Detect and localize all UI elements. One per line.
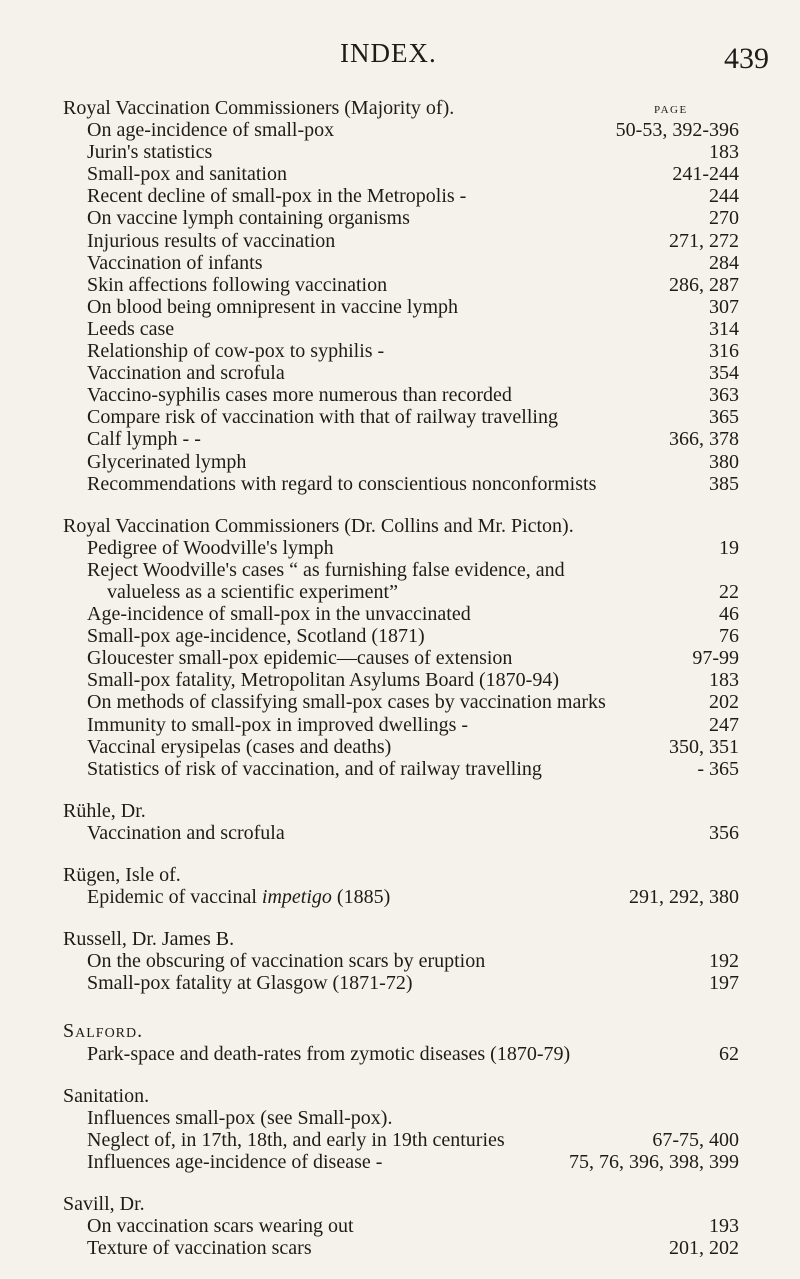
sub-entry [87, 736, 739, 758]
page-references: 314 [709, 317, 739, 340]
page-references: 244 [709, 185, 739, 208]
sub-entry [87, 886, 739, 908]
page-references: 316 [709, 340, 739, 363]
page-references: 286, 287 [669, 273, 739, 296]
page-references: 380 [709, 450, 739, 473]
sub-entry [87, 625, 739, 647]
sub-entry [87, 141, 739, 163]
sub-entry [87, 340, 739, 362]
sub-entry [87, 822, 739, 844]
sub-entry [87, 647, 739, 669]
sub-entry [87, 296, 739, 318]
sub-entry-text: Pedigree of Woodville's lymph [87, 536, 334, 559]
sub-entry [87, 1151, 739, 1173]
sub-entry [87, 1215, 739, 1237]
index-entries [0, 97, 800, 1279]
page-references: 363 [709, 384, 739, 407]
sub-entry-text: Vaccination and scrofula [87, 821, 285, 844]
page-references: 247 [709, 713, 739, 736]
entry-heading: Rühle, Dr. [63, 799, 146, 822]
sub-entry [87, 473, 739, 495]
page-references: 284 [709, 251, 739, 274]
sub-entry [87, 318, 739, 340]
sub-entry [87, 428, 739, 450]
sub-entry-text: Small-pox fatality, Metropolitan Asylums Board (1870-94) [87, 669, 559, 692]
entry-heading: Salford. [63, 1020, 144, 1043]
page-column-label: PAGE [654, 104, 688, 116]
index-entry [0, 1193, 800, 1259]
page-references: 271, 272 [669, 229, 739, 252]
sub-entry [87, 1043, 739, 1065]
page-references: 19 [719, 536, 739, 559]
sub-entry [87, 163, 739, 185]
sub-entry-text: Gloucester small-pox epidemic—causes of extension [87, 647, 513, 670]
page-references: 62 [719, 1042, 739, 1065]
sub-entry [107, 581, 739, 603]
sub-entry [87, 119, 739, 141]
entry-heading: Savill, Dr. [63, 1193, 145, 1216]
sub-entry-text: Small-pox age-incidence, Scotland (1871) [87, 625, 425, 648]
page-references: 22 [719, 580, 739, 603]
page-references: 201, 202 [669, 1237, 739, 1260]
index-entry [0, 928, 800, 994]
page-references: 241-244 [672, 163, 739, 186]
sub-entry-text: Skin affections following vaccination [87, 273, 388, 296]
sub-entry-text: Relationship of cow-pox to syphilis - [87, 340, 385, 363]
sub-entry-text: On age-incidence of small-pox [87, 119, 335, 142]
sub-entry [87, 1237, 739, 1259]
page-references: 307 [709, 295, 739, 318]
sub-entry [87, 950, 739, 972]
sub-entry-text: Reject Woodville's cases “ as furnishing false evidence, and [87, 558, 565, 581]
sub-entry [87, 1107, 739, 1129]
entry-heading: Russell, Dr. James B. [63, 928, 235, 951]
sub-entry [87, 252, 739, 274]
page-references: 50-53, 392-396 [615, 119, 739, 142]
sub-entry-text: Small-pox and sanitation [87, 163, 287, 186]
sub-entry-text: Glycerinated lymph [87, 450, 247, 473]
page-header [0, 38, 800, 78]
page-references: 67-75, 400 [652, 1128, 739, 1151]
sub-entry-text: On the obscuring of vaccination scars by eruption [87, 950, 486, 973]
sub-entry [87, 207, 739, 229]
entry-heading: Rügen, Isle of. [63, 864, 181, 886]
sub-entry-text: Influences small-pox (see Small-pox). [87, 1106, 393, 1129]
sub-entry [87, 972, 739, 994]
sub-entry-text: Leeds case [87, 317, 175, 340]
sub-entry [87, 1129, 739, 1151]
sub-entry-text: Influences age-incidence of disease - [87, 1150, 383, 1173]
sub-entry [87, 537, 739, 559]
page-references: 75, 76, 396, 398, 399 [569, 1150, 739, 1173]
sub-entry-text: Vaccination and scrofula [87, 362, 285, 385]
page-references: 365 [709, 406, 739, 429]
page-references: - 365 [697, 757, 739, 780]
page-references: 366, 378 [669, 428, 739, 451]
sub-entry [87, 691, 739, 713]
page-references: 76 [719, 625, 739, 648]
sub-entry [87, 451, 739, 473]
entry-heading: Royal Vaccination Commissioners (Dr. Collins and Mr. Picton). [63, 514, 574, 537]
page-references: 202 [709, 691, 739, 714]
sub-entry-text: Compare risk of vaccination with that of railway travelling [87, 406, 558, 429]
sub-entry-text: On vaccine lymph containing organisms [87, 207, 410, 230]
sub-entry-text: Calf lymph - - [87, 428, 201, 451]
sub-entry-text: Jurin's statistics [87, 141, 213, 164]
sub-entry-text: Vaccinal erysipelas (cases and deaths) [87, 735, 392, 758]
sub-entry-text: Immunity to small-pox in improved dwellings - [87, 713, 469, 736]
sub-entry [87, 669, 739, 691]
index-entry [0, 1020, 800, 1064]
sub-entry [87, 758, 739, 780]
sub-entry-text: Park-space and death-rates from zymotic diseases (1870-79) [87, 1042, 571, 1065]
page-references: 270 [709, 207, 739, 230]
sub-entry [87, 274, 739, 296]
sub-entry-text: Vaccino-syphilis cases more numerous than recorded [87, 384, 512, 407]
entry-heading: Royal Vaccination Commissioners (Majority of). [63, 97, 455, 119]
sub-entry-text: Small-pox fatality at Glasgow (1871-72) [87, 972, 413, 995]
page-references: 193 [709, 1215, 739, 1238]
sub-entry-text: Statistics of risk of vaccination, and of railway travelling [87, 757, 542, 780]
page-references: 197 [709, 972, 739, 995]
sub-entry-text: Injurious results of vaccination [87, 229, 336, 252]
sub-entry [87, 559, 739, 581]
sub-entry-text: On vaccination scars wearing out [87, 1215, 354, 1238]
sub-entry-text: Neglect of, in 17th, 18th, and early in 19th centuries [87, 1128, 505, 1151]
page-references: 183 [709, 141, 739, 164]
sub-entry-text: Age-incidence of small-pox in the unvaccinated [87, 603, 471, 626]
page-references: 183 [709, 669, 739, 692]
index-entry [0, 864, 800, 908]
sub-entry [87, 185, 739, 207]
sub-entry-text: Vaccination of infants [87, 251, 263, 274]
page-references: 385 [709, 472, 739, 495]
sub-entry [87, 362, 739, 384]
index-entry [0, 800, 800, 844]
sub-entry-text: Epidemic of vaccinal impetigo (1885) [87, 886, 391, 909]
page-references: 291, 292, 380 [629, 886, 739, 909]
sub-entry-text: Recommendations with regard to conscientious nonconformists [87, 472, 597, 495]
index-entry [0, 97, 800, 495]
sub-entry-text: On blood being omnipresent in vaccine lymph [87, 295, 459, 318]
sub-entry [87, 603, 739, 625]
sub-entry [87, 714, 739, 736]
index-entry [0, 1085, 800, 1173]
sub-entry-text: valueless as a scientific experiment” [107, 580, 398, 603]
index-entry [0, 515, 800, 780]
sub-entry [87, 384, 739, 406]
page-references: 192 [709, 950, 739, 973]
sub-entry-text: Texture of vaccination scars [87, 1237, 312, 1260]
sub-entry [87, 230, 739, 252]
page-references: 354 [709, 362, 739, 385]
page-references: 46 [719, 603, 739, 626]
sub-entry [87, 406, 739, 428]
sub-entry-text: Recent decline of small-pox in the Metropolis - [87, 185, 467, 208]
sub-entry-text: On methods of classifying small-pox cases by vaccination marks [87, 691, 606, 714]
page-title: INDEX. [340, 38, 437, 68]
page-references: 356 [709, 821, 739, 844]
page-references: 97-99 [692, 647, 739, 670]
entry-heading: Sanitation. [63, 1084, 150, 1107]
page-references: 350, 351 [669, 735, 739, 758]
page-number: 439 [724, 42, 769, 75]
